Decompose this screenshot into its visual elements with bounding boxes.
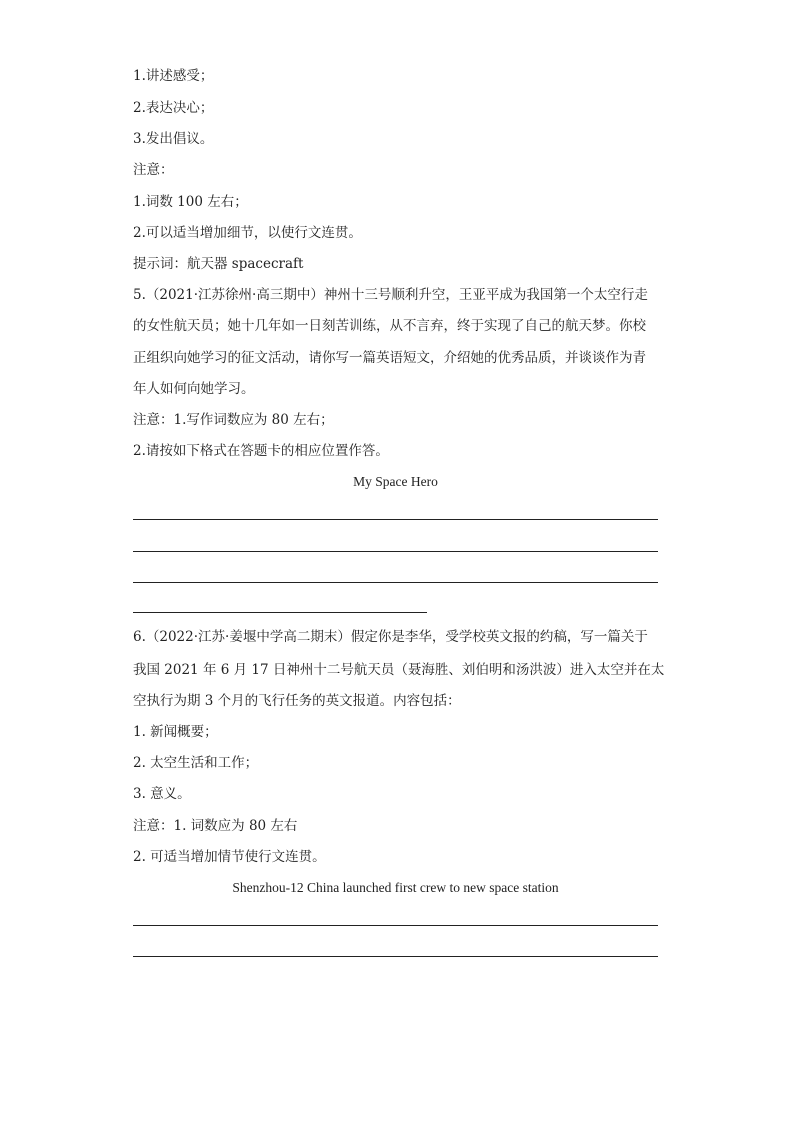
q6-content-item: 2. 太空生活和工作；: [133, 755, 259, 771]
q5-prompt-line: 年人如何向她学习。: [133, 381, 255, 397]
q5-prompt-line: 5.（2021·江苏徐州·高三期中）神州十三号顺利升空，王亚平成为我国第一个太空行走: [133, 287, 648, 303]
q6-essay-title: Shenzhou-12 China launched first crew to new space station: [232, 880, 559, 895]
q6-note: 2. 可适当增加情节使行文连贯。: [133, 849, 326, 865]
answer-line: [133, 582, 658, 583]
answer-line: [133, 551, 658, 552]
q6-content-item: 3. 意义。: [133, 786, 191, 802]
note-item: 2.可以适当增加细节，以使行文连贯。: [133, 225, 362, 241]
q6-note: 注意：1. 词数应为 80 左右: [133, 818, 298, 834]
requirement-item: 2.表达决心；: [133, 100, 214, 116]
q6-prompt-line: 我国 2021 年 6 月 17 日神州十二号航天员（聂海胜、刘伯明和汤洪波）进入太空并在太: [133, 662, 665, 678]
answer-line: [133, 612, 427, 613]
answer-line: [133, 519, 658, 520]
q6-content-item: 1. 新闻概要；: [133, 724, 218, 740]
q6-prompt-line: 空执行为期 3 个月的飞行任务的英文报道。内容包括：: [133, 693, 461, 709]
q5-prompt-line: 正组织向她学习的征文活动，请你写一篇英语短文，介绍她的优秀品质，并谈谈作为青: [133, 350, 646, 366]
requirement-item: 1.讲述感受；: [133, 68, 214, 84]
note-item: 1.词数 100 左右；: [133, 194, 248, 210]
answer-line: [133, 956, 658, 957]
notes-heading: 注意：: [133, 162, 174, 178]
q5-note: 注意：1.写作词数应为 80 左右；: [133, 412, 334, 428]
answer-line: [133, 925, 658, 926]
requirement-item: 3.发出倡议。: [133, 131, 214, 147]
q5-prompt-line: 的女性航天员；她十几年如一日刻苦训练，从不言弃，终于实现了自己的航天梦。你校: [133, 318, 646, 334]
hint-words: 提示词：航天器 spacecraft: [133, 256, 304, 272]
q5-essay-title: My Space Hero: [353, 474, 438, 489]
q5-note: 2.请按如下格式在答题卡的相应位置作答。: [133, 443, 389, 459]
q6-prompt-line: 6.（2022·江苏·姜堰中学高二期末）假定你是李华，受学校英文报的约稿，写一篇关于: [133, 629, 648, 645]
